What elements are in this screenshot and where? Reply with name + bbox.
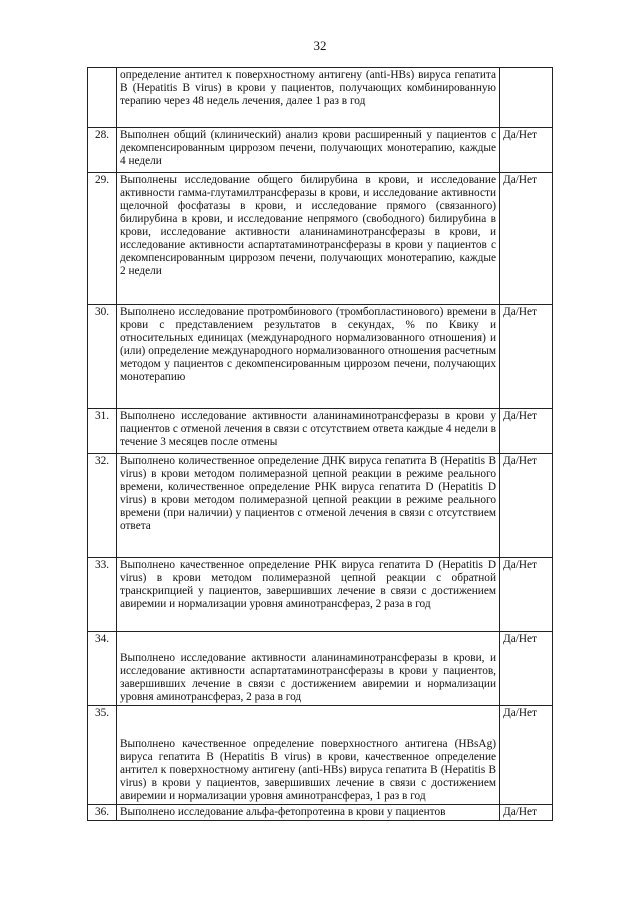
table-row [88,558,553,632]
page-number: 32 [313,38,327,53]
criterion-text: Выполнен общий (клинический) анализ крови расширенный у пациентов с декомпенсированным циррозом печени, получающих монотерапию, каждые 4 недели [117,128,500,173]
answer-cell: Да/Нет [500,128,553,173]
criterion-text: Выполнены исследование общего билирубина в крови, и исследование активности гамма-глутамилтрансферазы в крови, и исследование активности щелочной фосфатазы в крови, и исследование прямого (связанного) билирубина в крови, и исследование непрямого (свободного) билирубина в крови, исследование активности аланинаминотрансферазы в крови, и исследование активности аспартатаминотрансферазы в крови у пациентов с декомпенсированным циррозом печени, получающих монотерапию, каждые 2 недели [117,173,500,305]
criterion-text: Выполнено исследование альфа-фетопротеина в крови у пациентов [117,805,500,821]
row-number: 28. [88,128,117,173]
criterion-text: Выполнено исследование протромбинового (тромбопластинового) времени в крови с представлением результатов в секундах, % по Квику и относительных единицах (международного нормализованного отношения) и (или) определение международного нормализованного отношения расчетным методом у пациентов с декомпенсированным циррозом печени, получающих монотерапию [117,305,500,409]
answer-cell: Да/Нет [500,805,553,821]
answer-cell: Да/Нет [500,558,553,632]
criterion-text: определение антител к поверхностному антигену (anti-HBs) вируса гепатита B (Hepatitis B virus) в крови у пациентов, получающих комбинированную терапию через 48 недель лечения, далее 1 раз в год [117,68,500,128]
answer-cell: Да/Нет [500,305,553,409]
row-number: 35. [88,706,117,805]
row-number [88,68,117,128]
table-row [88,409,553,454]
criterion-text: Выполнено качественное определение поверхностного антигена (HBsAg) вируса гепатита B (Hepatitis B virus) в крови, качественное определение антител к поверхностному антигену (anti-HBs) вируса гепатита B (Hepatitis B virus) в крови у пациентов, завершивших лечение в связи с достижением авиремии и нормализации уровня аминотрансфераз, 1 раз в год [117,706,500,805]
row-number: 36. [88,805,117,821]
row-number: 30. [88,305,117,409]
answer-cell: Да/Нет [500,632,553,706]
row-number: 29. [88,173,117,305]
table-row [88,305,553,409]
table-row [88,632,553,706]
row-number: 34. [88,632,117,706]
answer-cell: Да/Нет [500,454,553,558]
answer-cell: Да/Нет [500,409,553,454]
table-row [88,173,553,305]
criterion-text: Выполнено исследование активности аланинаминотрансферазы в крови у пациентов с отменой лечения в связи с отсутствием ответа каждые 4 недели в течение 3 месяцев после отмены [117,409,500,454]
row-number: 31. [88,409,117,454]
row-number: 32. [88,454,117,558]
criteria-table [87,67,553,821]
criterion-text: Выполнено качественное определение РНК вируса гепатита D (Hepatitis D virus) в крови методом полимеразной цепной реакции с обратной транскрипцией у пациентов, завершивших лечение в связи с достижением авиремии и нормализации уровня аминотрансфераз, 2 раза в год [117,558,500,632]
table-row [88,128,553,173]
table-row [88,454,553,558]
criterion-text: Выполнено исследование активности аланинаминотрансферазы в крови, и исследование активности аспартатаминотрансферазы в крови у пациентов, завершивших лечение в связи с достижением авиремии и нормализации уровня аминотрансфераз, 2 раза в год [117,632,500,706]
answer-cell: Да/Нет [500,173,553,305]
answer-cell: Да/Нет [500,706,553,805]
table-row [88,805,553,821]
answer-cell [500,68,553,128]
table-row [88,706,553,805]
row-number: 33. [88,558,117,632]
table-row [88,68,553,128]
criterion-text: Выполнено количественное определение ДНК вируса гепатита B (Hepatitis B virus) в крови методом полимеразной цепной реакции в режиме реального времени, количественное определение РНК вируса гепатита D (Hepatitis D virus) в крови методом полимеразной цепной реакции в режиме реального времени (при наличии) у пациентов с отменой лечения в связи с отсутствием ответа [117,454,500,558]
